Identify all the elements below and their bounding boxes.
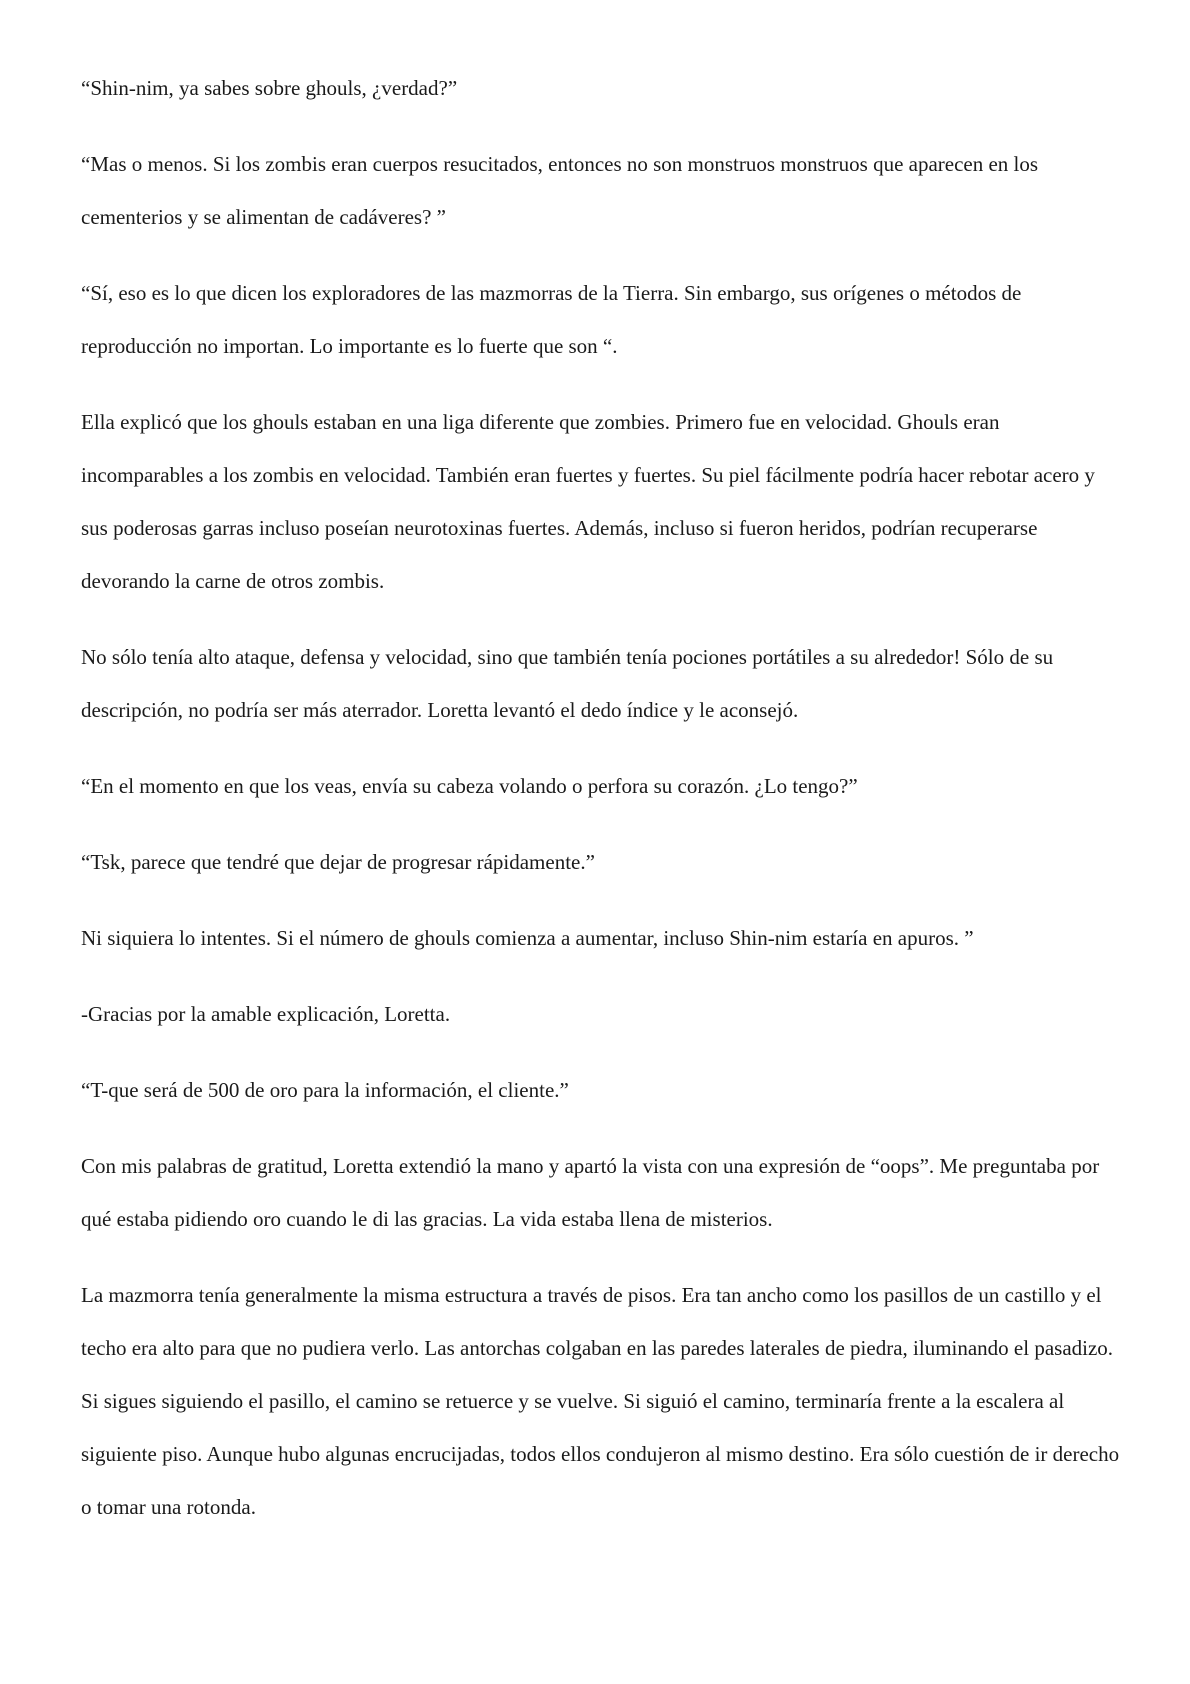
paragraph-12: La mazmorra tenía generalmente la misma estructura a través de pisos. Era tan ancho como los pasillos de un castillo y el techo era alto para que no pudiera verlo. Las antorchas colgaban en las paredes laterales de piedra, iluminando el pasadizo. Si sigues siguiendo el pasillo, el camino se retuerce y se vuelve. Si siguió el camino, terminaría frente a la escalera al siguiente piso. Aunque hubo algunas encrucijadas, todos ellos condujeron al mismo destino. Era sólo cuestión de ir derecho o tomar una rotonda. <box>81 1283 1125 1519</box>
paragraph-7: “Tsk, parece que tendré que dejar de progresar rápidamente.” <box>81 850 595 874</box>
paragraph-9: -Gracias por la amable explicación, Loretta. <box>81 1002 451 1026</box>
paragraph-4: Ella explicó que los ghouls estaban en una liga diferente que zombies. Primero fue en velocidad. Ghouls eran incomparables a los zombis en velocidad. También eran fuertes y fuertes. Su piel fácilmente podría hacer rebotar acero y sus poderosas garras incluso poseían neurotoxinas fuertes. Además, incluso si fueron heridos, podrían recuperarse devorando la carne de otros zombis. <box>81 410 1101 593</box>
paragraph-3: “Sí, eso es lo que dicen los exploradores de las mazmorras de la Tierra. Sin embargo, sus orígenes o métodos de reproducción no importan. Lo importante es lo fuerte que son “. <box>81 281 1027 358</box>
paragraph-8: Ni siquiera lo intentes. Si el número de ghouls comienza a aumentar, incluso Shin-nim estaría en apuros. ” <box>81 926 974 950</box>
document-body <box>81 62 1125 1557</box>
paragraph-10: “T-que será de 500 de oro para la información, el cliente.” <box>81 1078 569 1102</box>
paragraph-11: Con mis palabras de gratitud, Loretta extendió la mano y apartó la vista con una expresión de “oops”. Me preguntaba por qué estaba pidiendo oro cuando le di las gracias. La vida estaba llena de misterios. <box>81 1154 1105 1231</box>
paragraph-5: No sólo tenía alto ataque, defensa y velocidad, sino que también tenía pociones portátiles a su alrededor! Sólo de su descripción, no podría ser más aterrador. Loretta levantó el dedo índice y le aconsejó. <box>81 645 1059 722</box>
paragraph-2: “Mas o menos. Si los zombis eran cuerpos resucitados, entonces no son monstruos monstruos que aparecen en los cementerios y se alimentan de cadáveres? ” <box>81 152 1044 229</box>
paragraph-6: “En el momento en que los veas, envía su cabeza volando o perfora su corazón. ¿Lo tengo?” <box>81 774 858 798</box>
paragraph-1: “Shin-nim, ya sabes sobre ghouls, ¿verdad?” <box>81 76 458 100</box>
